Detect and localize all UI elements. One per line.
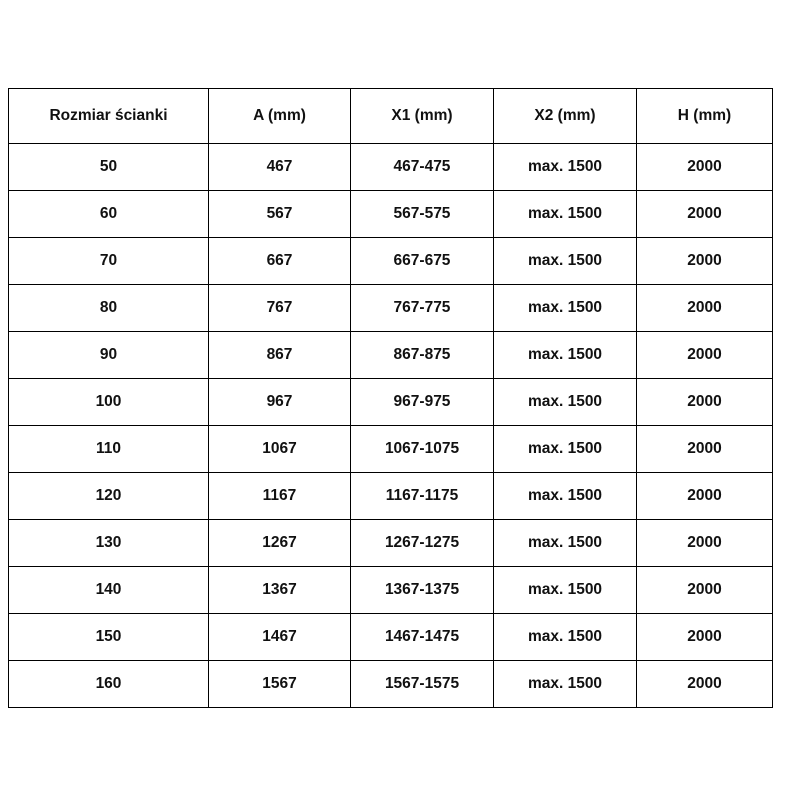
cell-size: 90	[9, 332, 209, 379]
cell-x1: 1067-1075	[351, 426, 494, 473]
cell-x1: 1367-1375	[351, 567, 494, 614]
cell-x1: 567-575	[351, 191, 494, 238]
cell-size: 100	[9, 379, 209, 426]
cell-x2: max. 1500	[494, 614, 637, 661]
cell-a: 1067	[209, 426, 351, 473]
cell-size: 60	[9, 191, 209, 238]
cell-h: 2000	[637, 520, 773, 567]
table-row	[9, 520, 773, 567]
cell-x1: 1467-1475	[351, 614, 494, 661]
table-row	[9, 379, 773, 426]
cell-size: 160	[9, 661, 209, 708]
cell-size: 120	[9, 473, 209, 520]
table-body	[9, 144, 773, 708]
cell-a: 1167	[209, 473, 351, 520]
cell-h: 2000	[637, 332, 773, 379]
cell-x1: 767-775	[351, 285, 494, 332]
table-row	[9, 661, 773, 708]
cell-h: 2000	[637, 238, 773, 285]
cell-x1: 467-475	[351, 144, 494, 191]
spec-table-container	[8, 88, 772, 708]
cell-x2: max. 1500	[494, 332, 637, 379]
cell-x2: max. 1500	[494, 379, 637, 426]
spec-table	[8, 88, 773, 708]
cell-x2: max. 1500	[494, 191, 637, 238]
cell-size: 50	[9, 144, 209, 191]
cell-h: 2000	[637, 191, 773, 238]
cell-size: 70	[9, 238, 209, 285]
column-header-size: Rozmiar ścianki	[9, 89, 209, 144]
cell-h: 2000	[637, 144, 773, 191]
cell-size: 150	[9, 614, 209, 661]
cell-size: 130	[9, 520, 209, 567]
table-row	[9, 426, 773, 473]
table-row	[9, 614, 773, 661]
cell-a: 1367	[209, 567, 351, 614]
cell-a: 467	[209, 144, 351, 191]
column-header-a: A (mm)	[209, 89, 351, 144]
cell-x2: max. 1500	[494, 285, 637, 332]
cell-x1: 1167-1175	[351, 473, 494, 520]
cell-h: 2000	[637, 285, 773, 332]
cell-a: 1467	[209, 614, 351, 661]
cell-h: 2000	[637, 614, 773, 661]
cell-size: 140	[9, 567, 209, 614]
table-row	[9, 332, 773, 379]
cell-a: 567	[209, 191, 351, 238]
table-header-row	[9, 89, 773, 144]
table-row	[9, 144, 773, 191]
table-row	[9, 567, 773, 614]
cell-x2: max. 1500	[494, 473, 637, 520]
cell-x1: 1567-1575	[351, 661, 494, 708]
cell-a: 667	[209, 238, 351, 285]
cell-a: 767	[209, 285, 351, 332]
table-row	[9, 285, 773, 332]
cell-x1: 967-975	[351, 379, 494, 426]
cell-x2: max. 1500	[494, 567, 637, 614]
cell-a: 967	[209, 379, 351, 426]
cell-h: 2000	[637, 567, 773, 614]
cell-x2: max. 1500	[494, 661, 637, 708]
table-row	[9, 473, 773, 520]
cell-x1: 867-875	[351, 332, 494, 379]
table-header	[9, 89, 773, 144]
cell-x2: max. 1500	[494, 426, 637, 473]
cell-size: 110	[9, 426, 209, 473]
cell-h: 2000	[637, 661, 773, 708]
cell-size: 80	[9, 285, 209, 332]
table-row	[9, 191, 773, 238]
cell-x2: max. 1500	[494, 520, 637, 567]
cell-h: 2000	[637, 426, 773, 473]
cell-a: 867	[209, 332, 351, 379]
cell-x1: 667-675	[351, 238, 494, 285]
cell-x2: max. 1500	[494, 238, 637, 285]
table-row	[9, 238, 773, 285]
cell-x2: max. 1500	[494, 144, 637, 191]
column-header-x1: X1 (mm)	[351, 89, 494, 144]
cell-h: 2000	[637, 379, 773, 426]
cell-a: 1567	[209, 661, 351, 708]
cell-h: 2000	[637, 473, 773, 520]
column-header-x2: X2 (mm)	[494, 89, 637, 144]
cell-a: 1267	[209, 520, 351, 567]
column-header-h: H (mm)	[637, 89, 773, 144]
cell-x1: 1267-1275	[351, 520, 494, 567]
